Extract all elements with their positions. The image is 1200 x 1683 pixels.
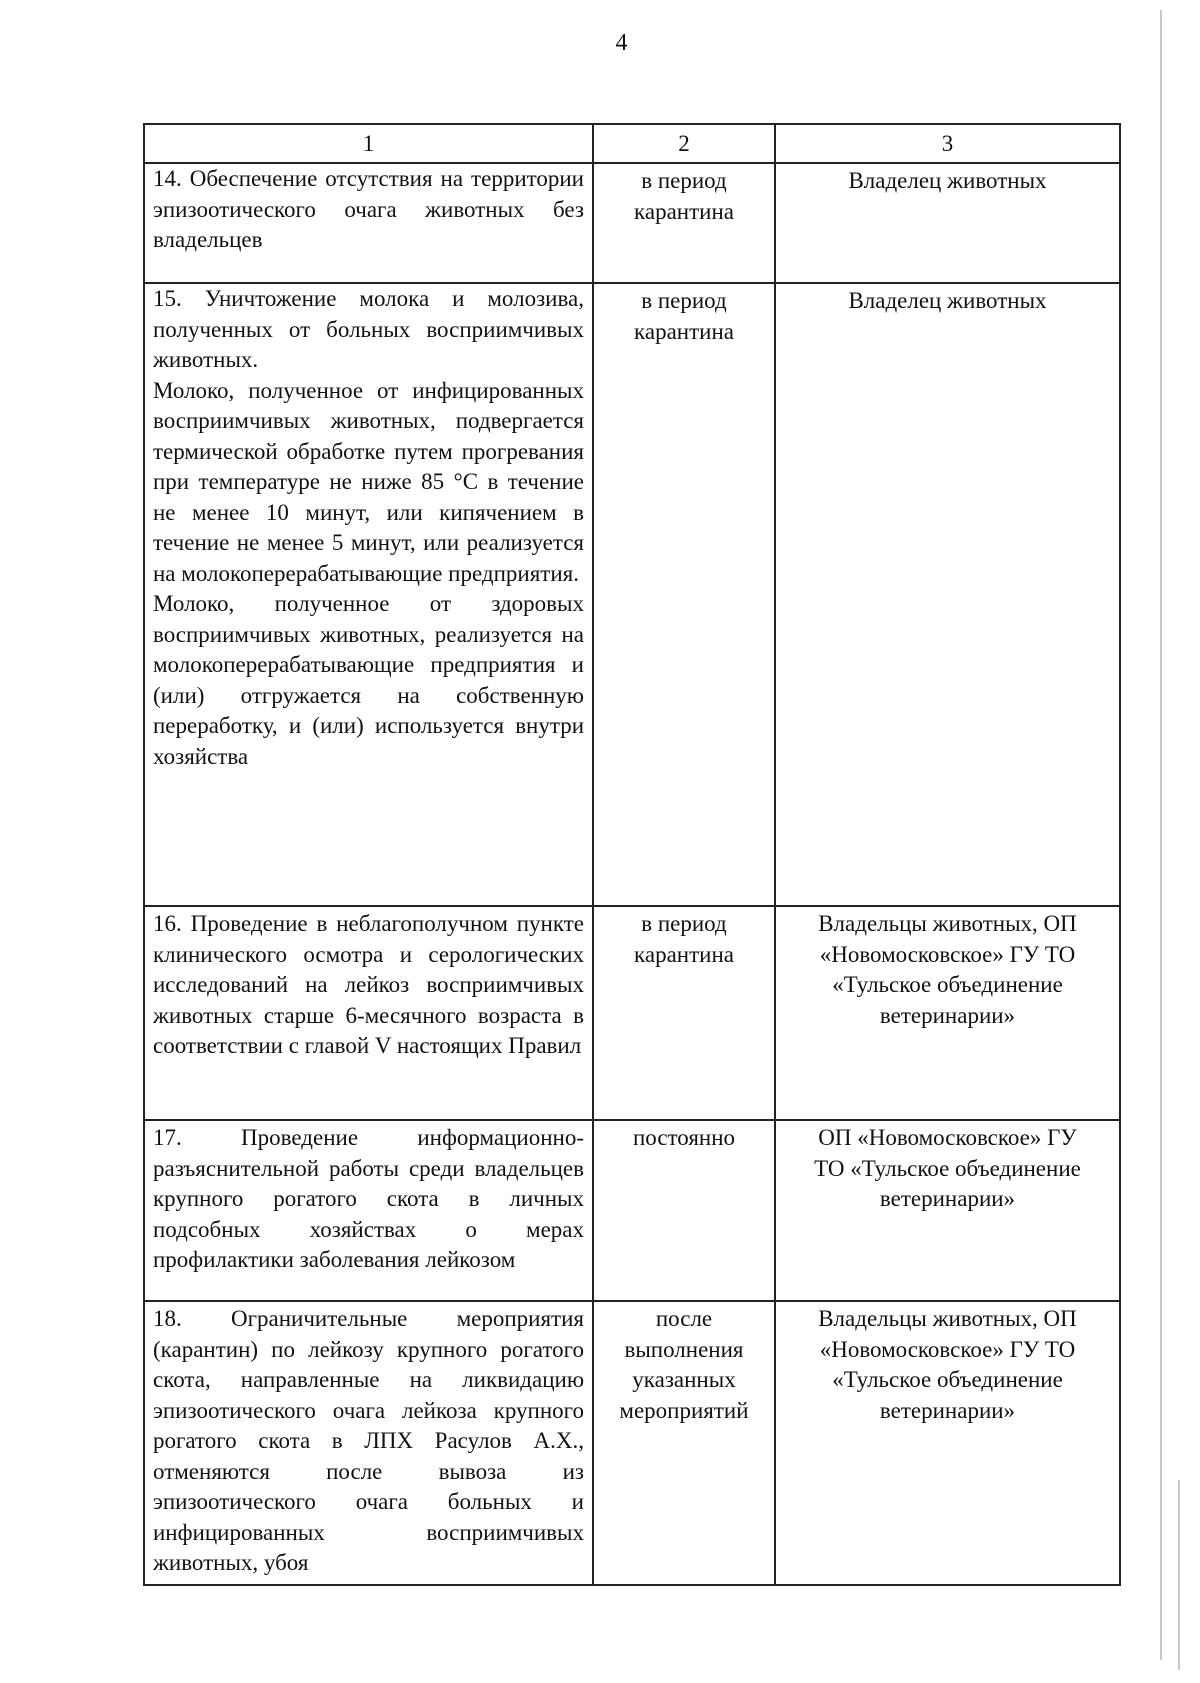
measure-paragraph: Молоко, полученное от инфицированных восприимчивых животных, подвергается термической обработке путем прогревания при температуре не ниже 85 °С в течение не менее 10 минут, или кипячением в течение не менее 5 минут, или реализуется на молокоперерабатывающие предприятия. (153, 377, 584, 586)
responsible-cell: Владелец животных (775, 283, 1120, 906)
table-row (144, 283, 1120, 906)
responsible-cell: ОП «Новомосковское» ГУ ТО «Тульское объединение ветеринарии» (775, 1120, 1120, 1301)
responsible-cell: Владельцы животных, ОП «Новомосковское» ГУ ТО «Тульское объединение ветеринарии» (775, 1301, 1120, 1585)
period-cell: в период карантина (593, 163, 775, 283)
table-header-row (144, 124, 1120, 163)
table-row (144, 906, 1120, 1120)
column-header-1: 1 (144, 124, 593, 163)
column-header-3: 3 (775, 124, 1120, 163)
page-number: 4 (615, 30, 628, 56)
column-header-2: 2 (593, 124, 775, 163)
measure-cell: 17. Проведение информационно-разъяснительной работы среди владельцев крупного рогатого скота в личных подсобных хозяйствах о мерах профилактики заболевания лейкозом (144, 1120, 593, 1301)
period-cell: постоянно (593, 1120, 775, 1301)
scan-edge-line (1178, 1480, 1180, 1670)
period-cell: в период карантина (593, 906, 775, 1120)
period-cell: в период карантина (593, 283, 775, 906)
table-row (144, 1120, 1120, 1301)
table-row (144, 163, 1120, 283)
measure-cell: 14. Обеспечение отсутствия на территории эпизоотического очага животных без владельцев (144, 163, 593, 283)
period-cell: после выполнения указанных мероприятий (593, 1301, 775, 1585)
measure-paragraph: Молоко, полученное от здоровых восприимчивых животных, реализуется на молокоперерабатывающие предприятия и (или) отгружается на собственную переработку, и (или) используется внутри хозяйства (153, 591, 584, 769)
measure-paragraph: 15. Уничтожение молока и молозива, полученных от больных восприимчивых животных. (153, 286, 584, 372)
table-row (144, 1301, 1120, 1585)
measures-table (143, 123, 1121, 1586)
measure-cell: 16. Проведение в неблагополучном пункте клинического осмотра и серологических исследований на лейкоз восприимчивых животных старше 6-месячного возраста в соответствии с главой V настоящих Правил (144, 906, 593, 1120)
scan-edge-line (1160, 10, 1162, 1660)
measure-cell (144, 283, 593, 906)
responsible-cell: Владельцы животных, ОП «Новомосковское» ГУ ТО «Тульское объединение ветеринарии» (775, 906, 1120, 1120)
responsible-cell: Владелец животных (775, 163, 1120, 283)
measure-cell: 18. Ограничительные мероприятия (карантин) по лейкозу крупного рогатого скота, направленные на ликвидацию эпизоотического очага лейкоза крупного рогатого скота в ЛПХ Расулов А.Х., отменяются после вывоза из эпизоотического очага больных и инфицированных восприимчивых животных, убоя (144, 1301, 593, 1585)
